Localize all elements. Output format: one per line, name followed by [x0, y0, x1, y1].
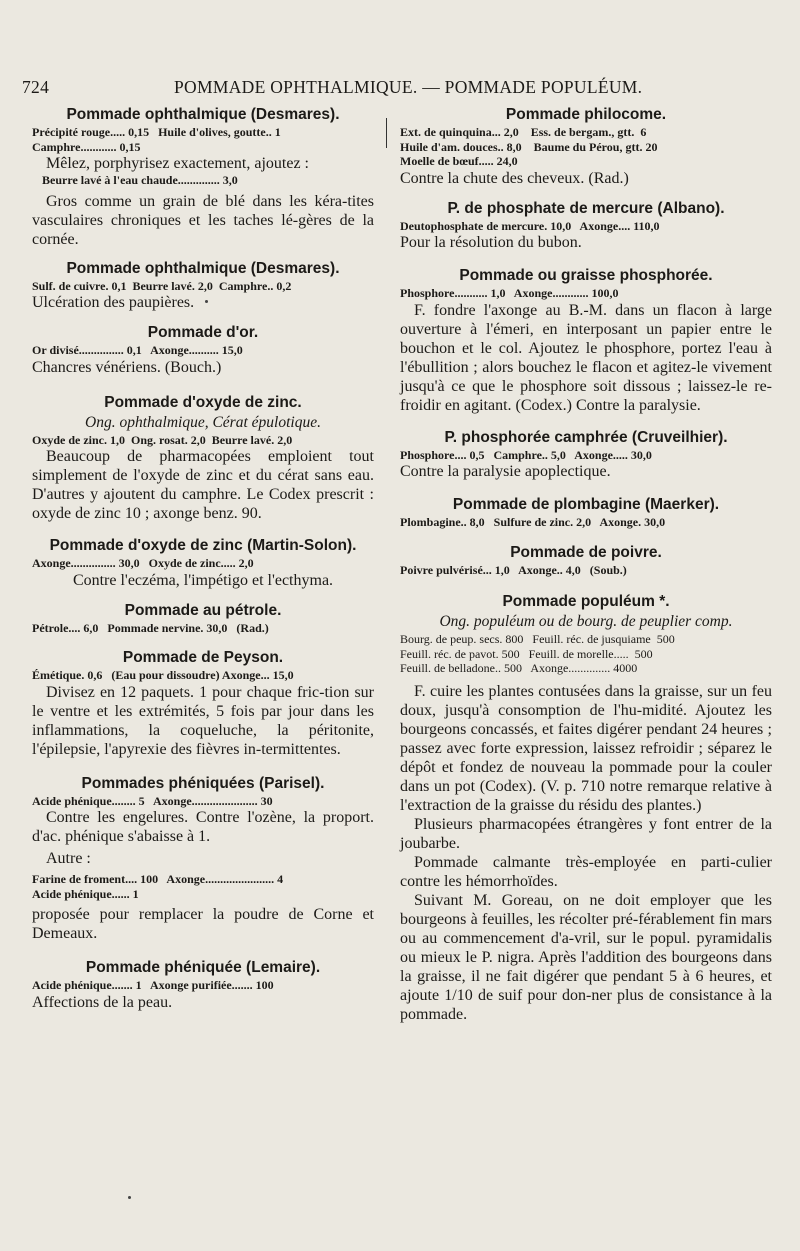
- entry-peyson: [32, 647, 374, 759]
- ingredient-line: Farine de froment.... 100 Axonge....................... 4: [32, 872, 284, 886]
- entry-text: Gros comme un grain de blé dans les kéra-tites vasculaires chroniques et les taches lé-gères de la cornée.: [32, 192, 374, 248]
- column-rule: [386, 118, 387, 148]
- entry-use: Pour la résolution du bubon.: [400, 234, 582, 251]
- entry-text: Pommade calmante très-employée en parti-culier contre les hémorrhoïdes.: [400, 853, 772, 890]
- ingredient-line: Bourg. de peup. secs. 800 Feuill. réc. de jusquiame 500: [400, 632, 675, 646]
- ingredient-line: Or divisé............... 0,1 Axonge.......... 15,0: [32, 343, 243, 357]
- entry-populeum: [400, 591, 772, 1024]
- ingredient-line: Poivre pulvérisé... 1,0 Axonge.. 4,0 (Soub.): [400, 562, 627, 577]
- entry-text: F. fondre l'axonge au B.-M. dans un flacon à large ouverture à l'émeri, en interposant un papier entre le bouchon et le col. Ajoutez le phosphore, portez l'eau à l'ébullition ; alors bouchez le flacon et agitez-le vivement jusqu'à ce que le phosphore soit dissous ; laissez-le re-froidir en agitant. (Codex.) Contre la paralysie.: [400, 301, 772, 414]
- entry-text: Suivant M. Goreau, on ne doit employer que les bourgeons à feuilles, les récolter pré-férablement fin mars ou au commencement d'a-vril, sur le popul. pyramidalis ou mieux le P. nigra. Après l'addition des bourgeons dans la graisse, il ne fait digérer que pendant 5 à 6 heures, et ajoute 1/10 de suif pour don-ner plus de consistance à la pommade.: [400, 891, 772, 1023]
- entry-title: Pommade d'or.: [147, 324, 259, 341]
- entry-oxyde-zinc: [32, 392, 374, 524]
- ingredient-line: Sulf. de cuivre. 0,1 Beurre lavé. 2,0 Camphre.. 0,2: [32, 278, 292, 293]
- entry-use: Ulcération des paupières.: [32, 294, 195, 311]
- entry-title: Pommade d'oxyde de zinc.: [104, 393, 302, 411]
- paper-speck: [205, 300, 208, 303]
- page-number: 724: [22, 77, 50, 97]
- entry-use: Contre la paralysie apoplectique.: [400, 463, 611, 480]
- entry-title: Pommade au pétrole.: [124, 601, 282, 619]
- entry-use: Contre l'eczéma, l'impétigo et l'ecthyma.: [72, 571, 334, 589]
- entry-title: Pommade de poivre.: [510, 543, 662, 561]
- left-column: [32, 104, 374, 1022]
- entry-text: Beaucoup de pharmacopées emploient tout simplement de l'oxyde de zinc et du cérat sans eau. D'autres y ajoutent du camphre. Le Codex prescrit : oxyde de zinc 10 ; axonge benz. 90.: [32, 448, 374, 522]
- ingredient-line: Feuill. de belladone.. 500 Axonge.............. 4000: [400, 661, 638, 675]
- ingredient-line: Ext. de quinquina... 2,0 Ess. de bergam., gtt. 6: [400, 125, 647, 139]
- entry-subtitle: Ong. populéum ou de bourg. de peuplier comp.: [439, 613, 733, 630]
- ingredient-line: Acide phénique........ 5 Axonge...................... 30: [32, 793, 273, 808]
- entry-title: Pommade populéum *.: [502, 593, 670, 610]
- entry-or: [32, 322, 374, 378]
- entry-plombagine: [400, 494, 772, 530]
- paper-speck: [128, 1196, 131, 1199]
- running-title: POMMADE OPHTHALMIQUE. — POMMADE POPULÉUM.: [174, 77, 643, 97]
- entry-title: Pommade philocome.: [505, 106, 667, 123]
- ingredient-line: Deutophosphate de mercure. 10,0 Axonge.... 110,0: [400, 218, 660, 233]
- ingredient-line: Émétique. 0,6 (Eau pour dissoudre) Axonge... 15,0: [32, 668, 294, 682]
- entry-title: P. phosphorée camphrée (Cruveilhier).: [444, 428, 728, 446]
- entry-title: P. de phosphate de mercure (Albano).: [447, 199, 725, 217]
- ingredient-line: Beurre lavé à l'eau chaude.............. 3,0: [42, 173, 238, 187]
- ingredient-line: Pétrole.... 6,0 Pommade nervine. 30,0 (Rad.): [32, 620, 269, 635]
- entry-title: Pommade phéniquée (Lemaire).: [85, 959, 321, 976]
- ingredient-line: Acide phénique....... 1 Axonge purifiée....... 100: [32, 978, 274, 992]
- entry-text: Mêlez, porphyrisez exactement, ajoutez :: [46, 155, 309, 172]
- ingredient-line: Acide phénique...... 1: [32, 886, 139, 901]
- entry-title: Pommade ophthalmique (Desmares).: [66, 106, 340, 123]
- ingredient-line: Précipité rouge..... 0,15 Huile d'olives, goutte.. 1: [32, 125, 281, 139]
- entry-graisse-phosphoree: [400, 265, 772, 415]
- entry-use: Affections de la peau.: [32, 993, 173, 1011]
- entry-use: Chancres vénériens. (Bouch.): [32, 358, 222, 376]
- ingredient-line: Huile d'am. douces.. 8,0 Baume du Pérou, gtt. 20: [400, 139, 658, 154]
- entry-phosphate-mercure: [400, 198, 772, 254]
- entry-use: Contre la chute des cheveux. (Rad.): [400, 169, 629, 187]
- entry-title: Pommade de plombagine (Maerker).: [452, 496, 720, 513]
- ingredient-line: Plombagine.. 8,0 Sulfure de zinc. 2,0 Axonge. 30,0: [400, 515, 666, 529]
- entry-title: Pommade de Peyson.: [122, 649, 284, 666]
- entry-pheniquees-parisel: [32, 773, 374, 944]
- entry-title: Pommades phéniquées (Parisel).: [81, 774, 325, 792]
- entry-title: Pommade ou graisse phosphorée.: [459, 267, 713, 284]
- entry-text: Contre les engelures. Contre l'ozène, la proport. d'ac. phénique s'abaisse à 1.: [32, 809, 374, 845]
- entry-phosphoree-camphree: [400, 427, 772, 483]
- ingredient-line: Oxyde de zinc. 1,0 Ong. rosat. 2,0 Beurre lavé. 2,0: [32, 432, 293, 447]
- ingredient-line: Axonge............... 30,0 Oxyde de zinc..... 2,0: [32, 556, 254, 570]
- ingredient-line: Phosphore.... 0,5 Camphre.. 5,0 Axonge..... 30,0: [400, 447, 652, 462]
- entry-text: Plusieurs pharmacopées étrangères y font entrer de la joubarbe.: [400, 815, 772, 852]
- entry-ophthalmique-2: [32, 258, 374, 314]
- entry-poivre: [400, 542, 772, 578]
- entry-oxyde-zinc-martin: [32, 535, 374, 591]
- ingredient-line: Feuill. réc. de pavot. 500 Feuill. de morelle..... 500: [400, 646, 653, 661]
- entry-petrole: [32, 600, 374, 636]
- ingredient-line: Camphre............ 0,15: [32, 139, 141, 154]
- ingredient-line: Phosphore........... 1,0 Axonge............ 100,0: [400, 286, 619, 300]
- right-column: [400, 104, 772, 1033]
- entry-ophthalmique-1: [32, 104, 374, 249]
- entry-subtitle: Ong. ophthalmique, Cérat épulotique.: [85, 413, 321, 431]
- entry-text: Divisez en 12 paquets. 1 pour chaque fric-tion sur le ventre et les extrémités, 5 fois par jour dans les inflammations, la coqueluche, la péritonite, l'épilepsie, l'apyrexie des fièvres in-termittentes.: [32, 683, 374, 758]
- entry-title: Pommade ophthalmique (Desmares).: [66, 259, 340, 277]
- entry-text: F. cuire les plantes contusées dans la graisse, sur un feu doux, jusqu'à consomption de l'hu-midité. Ajoutez les bourgeons concassés, et faites digérer pendant 24 heures ; passez avec forte expression, laissez refroidir ; séparez le dépôt et fondez de nouveau la pommade pour la couler dans un pot (Codex). (V. p. 710 notre remarque relative à l'extraction de la graisse du résidu des plantes.): [400, 682, 772, 814]
- entry-text: Autre :: [46, 850, 91, 867]
- entry-pheniquee-lemaire: [32, 957, 374, 1013]
- entry-text: proposée pour remplacer la poudre de Corne et Demeaux.: [32, 906, 374, 942]
- entry-philocome: [400, 104, 772, 189]
- entry-title: Pommade d'oxyde de zinc (Martin-Solon).: [49, 537, 357, 554]
- ingredient-line: Moelle de bœuf..... 24,0: [400, 154, 518, 168]
